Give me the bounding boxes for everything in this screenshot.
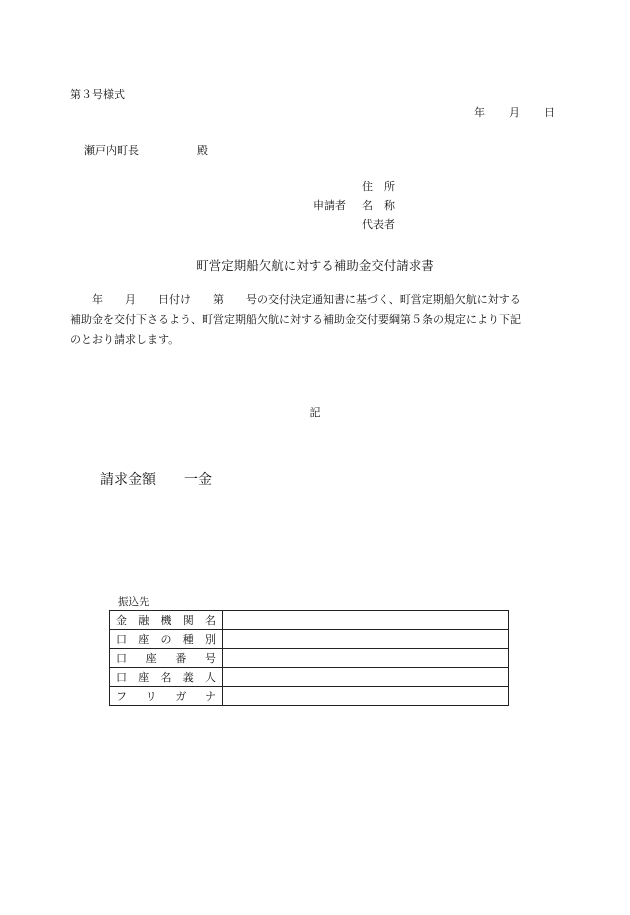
bank-row-label: 口 座 番 号 <box>116 652 216 665</box>
ki-heading: 記 <box>309 406 321 419</box>
applicant-name-label: 名 称 <box>362 199 395 212</box>
addressee-honorific: 殿 <box>197 144 208 157</box>
applicant-label: 申請者 <box>313 199 346 212</box>
date-day: 日 <box>544 106 555 119</box>
bank-row-label-cell <box>110 630 223 649</box>
amount-label: 請求金額 <box>100 472 156 488</box>
table-row <box>110 630 509 649</box>
bank-row-label: フ リ ガ ナ <box>116 690 216 703</box>
bank-row-label-cell <box>110 668 223 687</box>
bank-row-value[interactable] <box>223 649 509 668</box>
amount-value: 一金 <box>184 472 212 488</box>
bank-row-value[interactable] <box>223 687 509 706</box>
bank-info-table <box>109 610 509 706</box>
bank-row-label-cell <box>110 611 223 630</box>
request-amount <box>100 469 212 489</box>
table-row <box>110 687 509 706</box>
request-body <box>70 290 560 350</box>
addressee <box>84 142 208 158</box>
applicant-address-label: 住 所 <box>362 180 395 193</box>
table-row <box>110 668 509 687</box>
bank-row-label: 口 座 の 種 別 <box>116 633 216 646</box>
date-line <box>474 104 555 120</box>
table-row <box>110 649 509 668</box>
table-row <box>110 611 509 630</box>
applicant-representative-label: 代表者 <box>362 218 395 231</box>
bank-row-value[interactable] <box>223 668 509 687</box>
body-line-3: のとおり請求します。 <box>70 333 180 346</box>
bank-row-value[interactable] <box>223 630 509 649</box>
body-line-2: 補助金を交付下さるよう、町営定期船欠航に対する補助金交付要綱第５条の規定により下記 <box>70 313 521 326</box>
date-month: 月 <box>509 106 520 119</box>
body-line-1: 年 月 日付け 第 号の交付決定通知書に基づく、町営定期船欠航に対する <box>70 293 521 306</box>
transfer-label: 振込先 <box>118 596 150 608</box>
addressee-name: 瀬戸内町長 <box>84 144 139 157</box>
bank-row-label: 金 融 機 関 名 <box>116 614 216 627</box>
bank-row-value[interactable] <box>223 611 509 630</box>
document-title: 町営定期船欠航に対する補助金交付請求書 <box>196 258 434 273</box>
bank-row-label-cell <box>110 687 223 706</box>
bank-row-label: 口 座 名 義 人 <box>116 671 216 684</box>
form-number: 第３号様式 <box>70 88 125 101</box>
date-year: 年 <box>474 106 485 119</box>
bank-row-label-cell <box>110 649 223 668</box>
